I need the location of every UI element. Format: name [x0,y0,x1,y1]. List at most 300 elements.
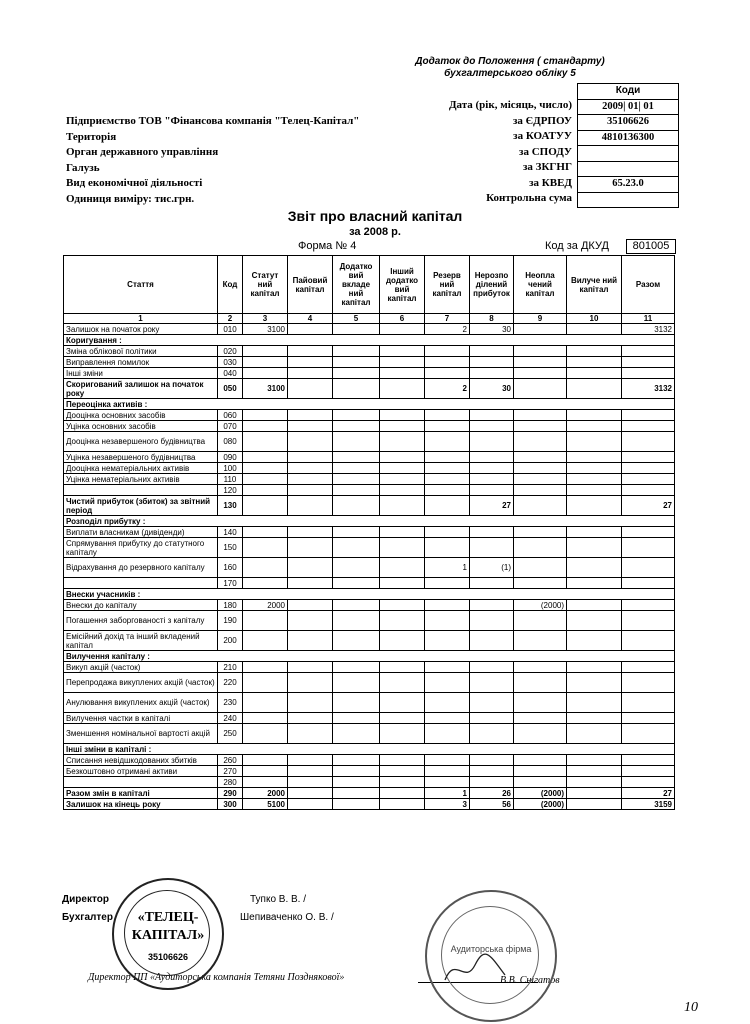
row-value: 3 [425,799,470,810]
row-value [243,432,288,452]
signature-scribble [440,950,510,990]
row-code: 300 [218,799,243,810]
edrpou-label: за ЄДРПОУ [513,114,572,127]
report-period: за 2008 р. [349,226,401,238]
table-row [64,527,675,538]
row-value [380,452,425,463]
row-value [288,421,333,432]
row-label: Зміна облікової політики [64,346,218,357]
row-code: 190 [218,611,243,631]
table-row [64,673,675,693]
report-title: Звіт про власний капітал [287,208,463,224]
table-row [64,410,675,421]
row-code: 090 [218,452,243,463]
row-value [288,755,333,766]
section-row [64,589,675,600]
column-header: Код [218,256,243,314]
row-label: Дооцінка нематеріальних активів [64,463,218,474]
row-value [514,631,567,651]
row-value [622,631,675,651]
table-row [64,766,675,777]
row-value [622,755,675,766]
row-value [288,673,333,693]
row-value [425,578,470,589]
row-value [622,452,675,463]
row-value: 2 [425,379,470,399]
row-value [333,693,380,713]
row-value [425,421,470,432]
row-value [514,324,567,335]
row-code: 080 [218,432,243,452]
row-label [64,578,218,589]
table-row [64,755,675,766]
column-number: 9 [514,314,567,324]
row-value [622,777,675,788]
row-value [567,324,622,335]
row-value [514,452,567,463]
row-value [622,538,675,558]
table-row [64,631,675,651]
row-value [470,631,514,651]
zkgng-label: за ЗКГНГ [522,161,572,173]
code-kved: 65.23.0 [578,176,678,192]
row-code: 240 [218,713,243,724]
row-value [470,410,514,421]
row-value [333,799,380,810]
row-value [243,673,288,693]
section-label: Інші зміни в капіталі : [64,744,675,755]
row-value [470,755,514,766]
row-value [380,496,425,516]
row-value [622,368,675,379]
row-value [514,673,567,693]
row-code: 100 [218,463,243,474]
row-value [380,368,425,379]
code-edrpou: 35106626 [578,114,678,130]
table-row [64,538,675,558]
column-header: Нерозпо ділений прибуток [470,256,514,314]
column-header: Інший додатко вий капітал [380,256,425,314]
row-value [567,578,622,589]
row-value [567,474,622,485]
checksum-label: Контрольна сума [486,192,572,204]
row-value [514,496,567,516]
row-value [425,527,470,538]
row-value [333,558,380,578]
code-date: 2009| 01| 01 [578,99,678,115]
codes-box [577,83,679,208]
row-value [622,766,675,777]
row-label: Чистий прибуток (збиток) за звітний період [64,496,218,516]
code-zkgng [578,161,678,177]
row-value [243,558,288,578]
row-value [380,421,425,432]
row-value [425,777,470,788]
row-value [288,799,333,810]
column-header: Статут ний капітал [243,256,288,314]
row-label: Безкоштовно отримані активи [64,766,218,777]
row-code: 030 [218,357,243,368]
table-row [64,485,675,496]
row-value [514,538,567,558]
row-value [622,611,675,631]
row-value [243,724,288,744]
row-label: Анулювання викуплених акцій (часток) [64,693,218,713]
form-number: Форма № 4 [298,240,357,252]
row-code: 150 [218,538,243,558]
row-value [567,788,622,799]
row-value [425,485,470,496]
row-value: (2000) [514,799,567,810]
capital-table [63,255,675,810]
row-value [380,673,425,693]
row-value [470,527,514,538]
row-value [514,485,567,496]
column-header: Разом [622,256,675,314]
row-value [567,452,622,463]
table-row [64,463,675,474]
row-value: 3132 [622,379,675,399]
row-value [333,496,380,516]
row-value: 27 [622,496,675,516]
code-spodu [578,145,678,161]
row-code: 120 [218,485,243,496]
row-value [470,673,514,693]
row-value [380,600,425,611]
row-value [288,410,333,421]
row-value [470,611,514,631]
row-value [288,788,333,799]
row-code: 270 [218,766,243,777]
unit-label: Одиниця виміру: тис.грн. [66,192,195,205]
row-value [288,538,333,558]
row-value [514,410,567,421]
row-value [243,410,288,421]
row-value [470,463,514,474]
row-label: Викуп акцій (часток) [64,662,218,673]
accountant-label: Бухгалтер [62,912,113,923]
activity-label: Вид економічної діяльності [66,177,203,189]
row-value [514,432,567,452]
row-value [243,662,288,673]
row-value [425,368,470,379]
table-row [64,432,675,452]
row-value [567,463,622,474]
row-value [622,693,675,713]
row-value: 3100 [243,379,288,399]
row-value [567,410,622,421]
row-code: 160 [218,558,243,578]
note-line-2: бухгалтерського обліку 5 [444,68,576,79]
row-code: 110 [218,474,243,485]
row-value [567,799,622,810]
row-value [380,432,425,452]
row-value: 26 [470,788,514,799]
auditor-line: Директор ПП «Аудиторська компанія Тетяни Позднякової» [88,972,345,983]
row-value [567,766,622,777]
row-value [333,324,380,335]
row-value [333,600,380,611]
row-value [425,755,470,766]
row-value [288,578,333,589]
row-value [425,600,470,611]
date-label: Дата (рік, місяць, число) [448,99,572,111]
row-value [243,485,288,496]
row-value [514,662,567,673]
row-code: 290 [218,788,243,799]
row-value [622,474,675,485]
row-code: 250 [218,724,243,744]
table-row [64,474,675,485]
section-label: Коригування : [64,335,675,346]
table-row [64,713,675,724]
row-value [567,527,622,538]
row-value [288,346,333,357]
row-value [288,485,333,496]
row-value [243,421,288,432]
director-label: Директор [62,894,109,905]
row-value [567,777,622,788]
table-row [64,662,675,673]
row-value [470,538,514,558]
row-value [333,474,380,485]
director-name: Тупко В. В. / [250,894,307,905]
row-value [380,713,425,724]
row-code: 170 [218,578,243,589]
row-label: Вилучення частки в капіталі [64,713,218,724]
row-value: 2000 [243,788,288,799]
row-value [288,600,333,611]
row-code: 060 [218,410,243,421]
row-value [288,631,333,651]
row-code: 130 [218,496,243,516]
section-label: Розподіл прибутку : [64,516,675,527]
row-label: Залишок на кінець року [64,799,218,810]
row-value [622,421,675,432]
row-value [622,662,675,673]
row-value [622,432,675,452]
row-value [514,766,567,777]
row-value [567,724,622,744]
row-label: Разом змін в капіталі [64,788,218,799]
column-number: 1 [64,314,218,324]
row-code: 260 [218,755,243,766]
row-value [622,346,675,357]
column-header: Вилуче ний капітал [567,256,622,314]
column-header: Стаття [64,256,218,314]
row-value [288,474,333,485]
row-value [243,538,288,558]
row-value [567,357,622,368]
row-value [425,662,470,673]
row-value: 1 [425,558,470,578]
row-value [288,463,333,474]
row-value [514,724,567,744]
table-row [64,324,675,335]
row-value [288,452,333,463]
row-value [333,662,380,673]
row-value [380,611,425,631]
row-label [64,777,218,788]
row-code: 220 [218,673,243,693]
column-number: 11 [622,314,675,324]
row-value [243,578,288,589]
row-value [514,527,567,538]
row-value: 30 [470,324,514,335]
row-value [425,357,470,368]
row-value [243,527,288,538]
row-value [288,662,333,673]
table-row [64,578,675,589]
row-value [425,631,470,651]
row-value [514,474,567,485]
row-value [622,600,675,611]
row-value [514,693,567,713]
row-value [243,631,288,651]
table-row [64,724,675,744]
table-row [64,452,675,463]
row-value [380,766,425,777]
row-value [470,452,514,463]
row-value [514,357,567,368]
column-number: 6 [380,314,425,324]
row-label: Виправлення помилок [64,357,218,368]
row-value [470,777,514,788]
table-row [64,368,675,379]
table-row [64,611,675,631]
row-value [622,578,675,589]
row-label: Уцінка нематеріальних активів [64,474,218,485]
row-value [333,379,380,399]
row-value [514,421,567,432]
section-row [64,744,675,755]
codes-title: Коди [615,85,641,96]
row-value [470,724,514,744]
row-code: 210 [218,662,243,673]
row-label: Погашення заборгованості з капіталу [64,611,218,631]
code-koatuu: 4810136300 [578,130,678,146]
row-value: 2000 [243,600,288,611]
table-row [64,788,675,799]
row-value [380,799,425,810]
row-value [333,713,380,724]
row-value [380,777,425,788]
column-number: 3 [243,314,288,324]
table-row [64,558,675,578]
row-label: Емісійний дохід та інший вкладений капітал [64,631,218,651]
row-value [514,578,567,589]
row-value [243,346,288,357]
row-label: Списання невідшкодованих збитків [64,755,218,766]
row-value: 3159 [622,799,675,810]
section-row [64,651,675,662]
row-value: 27 [622,788,675,799]
section-label: Переоцінка активів : [64,399,675,410]
row-value [622,463,675,474]
row-value [333,631,380,651]
row-value [425,463,470,474]
company-stamp [112,878,224,990]
row-value [380,578,425,589]
row-value [243,755,288,766]
row-value [243,693,288,713]
row-value [470,485,514,496]
row-value [425,713,470,724]
section-row [64,516,675,527]
page-number: 10 [684,1000,698,1015]
row-value [333,452,380,463]
column-number: 4 [288,314,333,324]
row-code: 020 [218,346,243,357]
row-value: 27 [470,496,514,516]
row-value [567,693,622,713]
row-value [243,474,288,485]
row-value [288,724,333,744]
row-value [567,538,622,558]
row-code: 280 [218,777,243,788]
row-value [470,713,514,724]
row-value: (2000) [514,600,567,611]
dkud-code: 801005 [626,239,676,254]
row-label: Спрямування прибутку до статутного капіталу [64,538,218,558]
enterprise-label: Підприємство ТОВ "Фінансова компанія "Телец-Капітал" [66,115,360,127]
row-label: Зменшення номінальної вартості акцій [64,724,218,744]
kved-label: за КВЕД [529,176,572,189]
row-value [622,673,675,693]
row-value [243,766,288,777]
row-value [333,432,380,452]
row-value [425,766,470,777]
row-label: Інші зміни [64,368,218,379]
column-number: 7 [425,314,470,324]
row-value [380,324,425,335]
row-value [288,357,333,368]
row-value [622,713,675,724]
row-value [333,777,380,788]
row-value [243,777,288,788]
row-label: Внески до капіталу [64,600,218,611]
row-value: 3132 [622,324,675,335]
row-value [470,578,514,589]
column-number: 10 [567,314,622,324]
row-label: Залишок на початок року [64,324,218,335]
row-value [425,432,470,452]
row-value [333,766,380,777]
row-label: Уцінка основних засобів [64,421,218,432]
row-value: 3100 [243,324,288,335]
row-value [288,611,333,631]
row-value: 2 [425,324,470,335]
row-value [333,357,380,368]
row-value [333,463,380,474]
row-value [333,527,380,538]
row-value [514,558,567,578]
row-value: (2000) [514,788,567,799]
row-value [333,368,380,379]
row-value [380,357,425,368]
row-value [622,357,675,368]
row-value [288,324,333,335]
row-value [288,693,333,713]
stamp2-text: Аудиторська фірма [450,944,532,954]
row-value [288,713,333,724]
stamp-text-1: «ТЕЛЕЦ- [137,910,199,925]
row-value [288,777,333,788]
row-value [567,713,622,724]
column-number-row [64,314,675,324]
row-value [243,611,288,631]
row-value [333,485,380,496]
